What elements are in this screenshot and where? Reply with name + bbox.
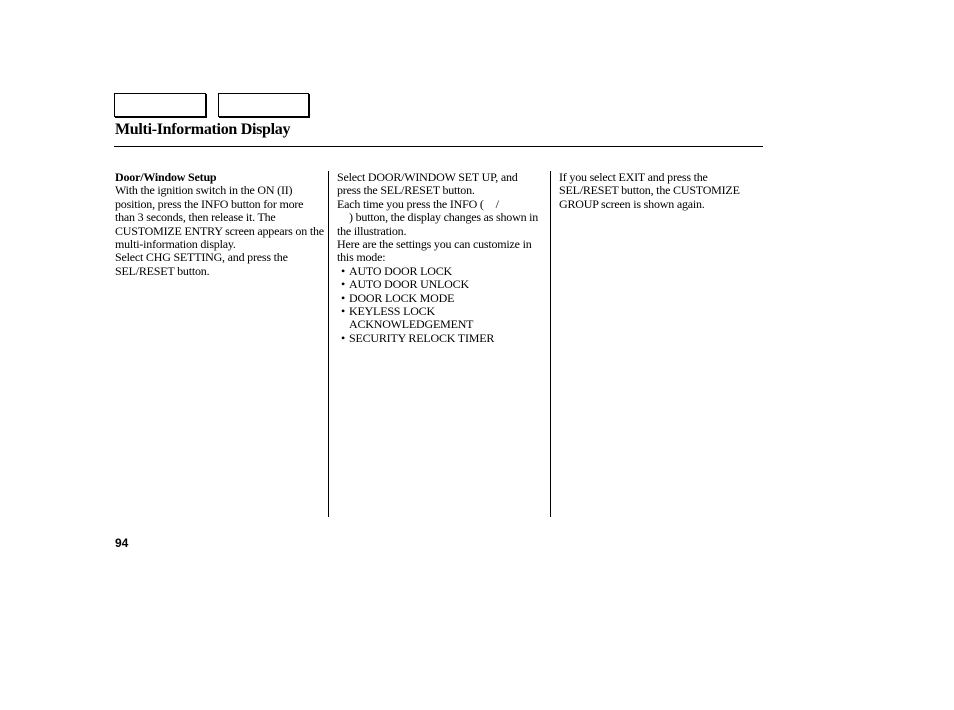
chg-setting-instructions: Select CHG SETTING, and press the SEL/RESET button. <box>115 250 288 278</box>
section-nav-button-2[interactable] <box>218 93 309 117</box>
info-instructions-start: Each time you press the INFO ( <box>337 196 484 211</box>
list-item: • KEYLESS LOCK ACKNOWLEDGEMENT <box>337 305 542 332</box>
column-divider-1 <box>328 171 329 517</box>
door-window-select-instructions: Select DOOR/WINDOW SET UP, and press the SEL/RESET button. <box>337 170 518 198</box>
text-column-3 <box>559 171 759 211</box>
list-item: • DOOR LOCK MODE <box>337 292 542 305</box>
ignition-instructions: With the ignition switch in the ON (II) position, press the INFO button for more than 3 seconds, then release it. The CUSTOMIZE ENTRY screen appears on the multi-information display. <box>115 183 324 252</box>
list-item: • AUTO DOOR LOCK <box>337 265 542 278</box>
page-title: Multi-Information Display <box>115 121 291 138</box>
list-item: • SECURITY RELOCK TIMER <box>337 332 542 345</box>
page-number: 94 <box>115 536 129 550</box>
settings-list <box>337 265 542 345</box>
section-heading: Door/Window Setup <box>115 170 217 184</box>
column-divider-2 <box>550 171 551 517</box>
section-nav-button-1[interactable] <box>114 93 206 117</box>
title-divider <box>114 146 763 147</box>
settings-intro: Here are the settings you can customize in this mode: <box>337 237 532 265</box>
list-item: • AUTO DOOR UNLOCK <box>337 278 542 291</box>
info-instructions-slash: / <box>495 196 499 211</box>
info-instructions-end: ) button, the display changes as shown in the illustration. <box>337 210 539 238</box>
text-column-1 <box>115 171 325 278</box>
info-button-instructions <box>337 198 542 238</box>
text-column-2 <box>337 171 542 345</box>
exit-instructions: If you select EXIT and press the SEL/RESET button, the CUSTOMIZE GROUP screen is shown again. <box>559 170 740 211</box>
